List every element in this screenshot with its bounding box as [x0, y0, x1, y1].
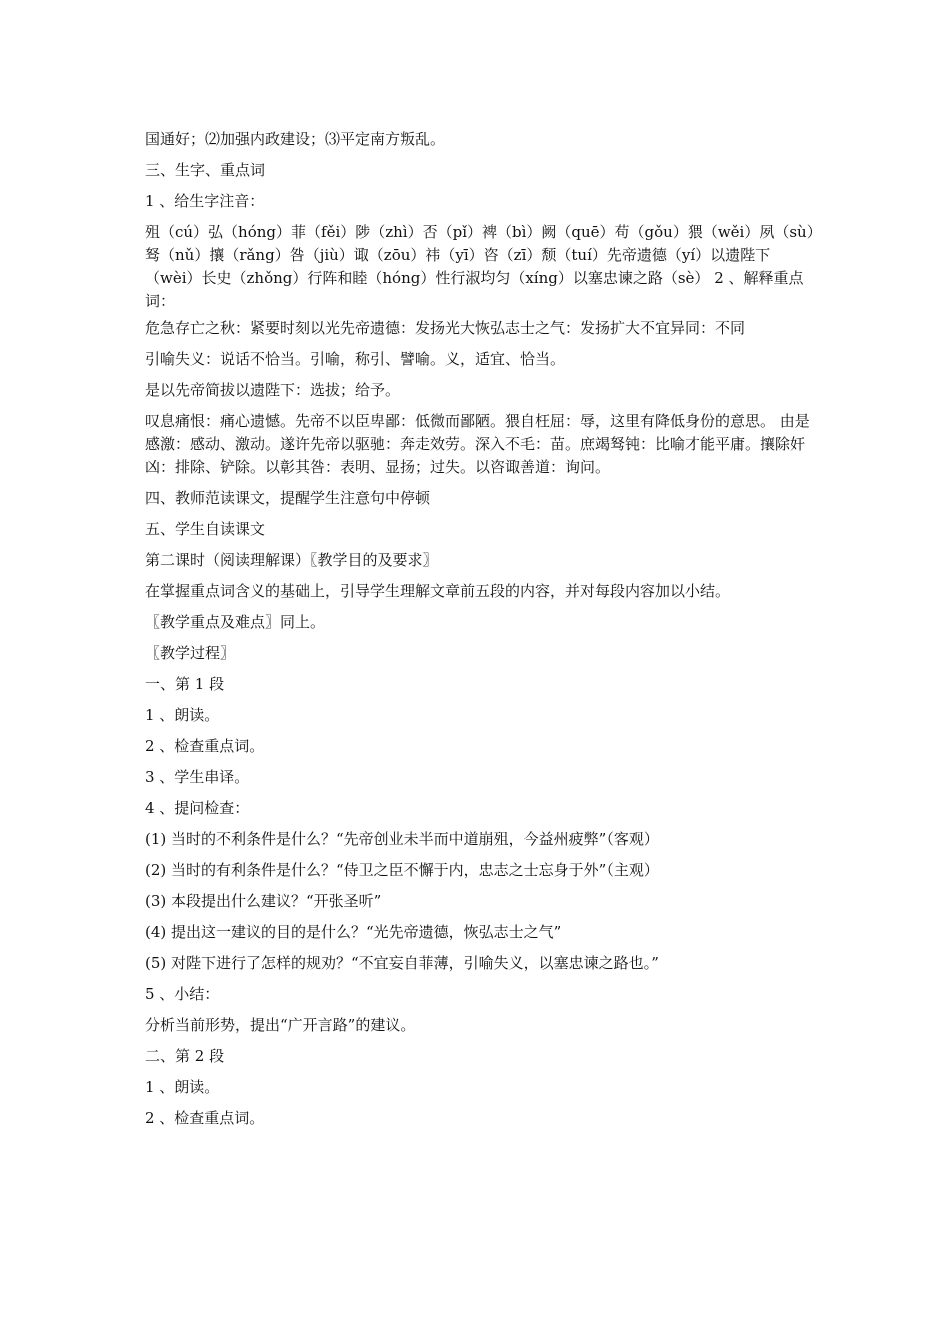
section-heading: 五、学生自读课文: [145, 520, 266, 538]
question-item: (4) 提出这一建议的目的是什么？“光先帝遗德，恢弘志士之气”: [145, 923, 562, 941]
list-item: 1 、朗读。: [145, 1078, 220, 1096]
text-line: 〖教学过程〗: [145, 644, 236, 662]
list-item: 4 、提问检查：: [145, 799, 250, 817]
section-heading: 四、教师范读课文，提醒学生注意句中停顿: [145, 489, 431, 507]
list-item: 2 、检查重点词。: [145, 737, 265, 755]
question-item: (5) 对陛下进行了怎样的规劝？“不宜妄自菲薄，引喻失义，以塞忠谏之路也。”: [145, 954, 659, 972]
question-item: (1) 当时的不利条件是什么？“先帝创业未半而中道崩殂，今益州疲弊”（客观）: [145, 830, 659, 848]
text-line: 引喻失义：说话不恰当。引喻，称引、譬喻。义，适宜、恰当。: [145, 350, 566, 368]
text-paragraph: 叹息痛恨：痛心遗憾。先帝不以臣卑鄙：低微而鄙陋。猥自枉屈：辱，这里有降低身份的意思。 由是感激：感动、激动。遂许先帝以驱驰：奔走效劳。深入不毛：苗。庶竭驽钝：比喻才能平庸。攘除奸凶：排除、铲除。以彰其咎：表明、显扬；过失。以咨诹善道：询问。: [145, 412, 810, 476]
text-paragraph: 危急存亡之秋：紧要时刻以光先帝遗德：发扬光大恢弘志士之气：发扬扩大不宜异同：不同: [145, 319, 746, 337]
text-line: 在掌握重点词含义的基础上，引导学生理解文章前五段的内容，并对每段内容加以小结。: [145, 582, 731, 600]
list-item: 1 、朗读。: [145, 706, 220, 724]
section-heading: 二、第 2 段: [145, 1047, 225, 1065]
text-line: 1 、给生字注音：: [145, 192, 265, 210]
document-page: [145, 124, 815, 1134]
section-heading: 三、生字、重点词: [145, 161, 266, 179]
pinyin-paragraph: 殂（cú）弘（hóng）菲（fěi）陟（zhì）否（pǐ）裨（bì）阙（quē）苟（gǒu）猥（wěi）夙（sù）驽（nǔ）攘（rǎng）咎（jiù）诹（zōu）祎（yī）咨（zī）颓（tuí）先帝遗德（yí）以遗陛下（wèi）长史（zhǒng）行阵和睦（hóng）性行淑均匀（xíng）以塞忠谏之路（sè） 2 、解释重点词：: [145, 223, 815, 310]
text-line: 〖教学重点及难点〗同上。: [145, 613, 326, 631]
text-line: 国通好；⑵加强内政建设；⑶平定南方叛乱。: [145, 130, 446, 148]
list-item: 2 、检查重点词。: [145, 1109, 265, 1127]
text-line: 分析当前形势，提出“广开言路”的建议。: [145, 1016, 416, 1034]
question-item: (3) 本段提出什么建议？“开张圣听”: [145, 892, 382, 910]
section-heading: 一、第 1 段: [145, 675, 225, 693]
list-item: 3 、学生串译。: [145, 768, 250, 786]
text-line: 第二课时（阅读理解课）〖教学目的及要求〗: [145, 551, 438, 569]
text-line: 是以先帝简拔以遗陛下：选拔；给予。: [145, 381, 401, 399]
list-item: 5 、小结：: [145, 985, 220, 1003]
question-item: (2) 当时的有利条件是什么？“侍卫之臣不懈于内，忠志之士忘身于外”（主观）: [145, 861, 659, 879]
